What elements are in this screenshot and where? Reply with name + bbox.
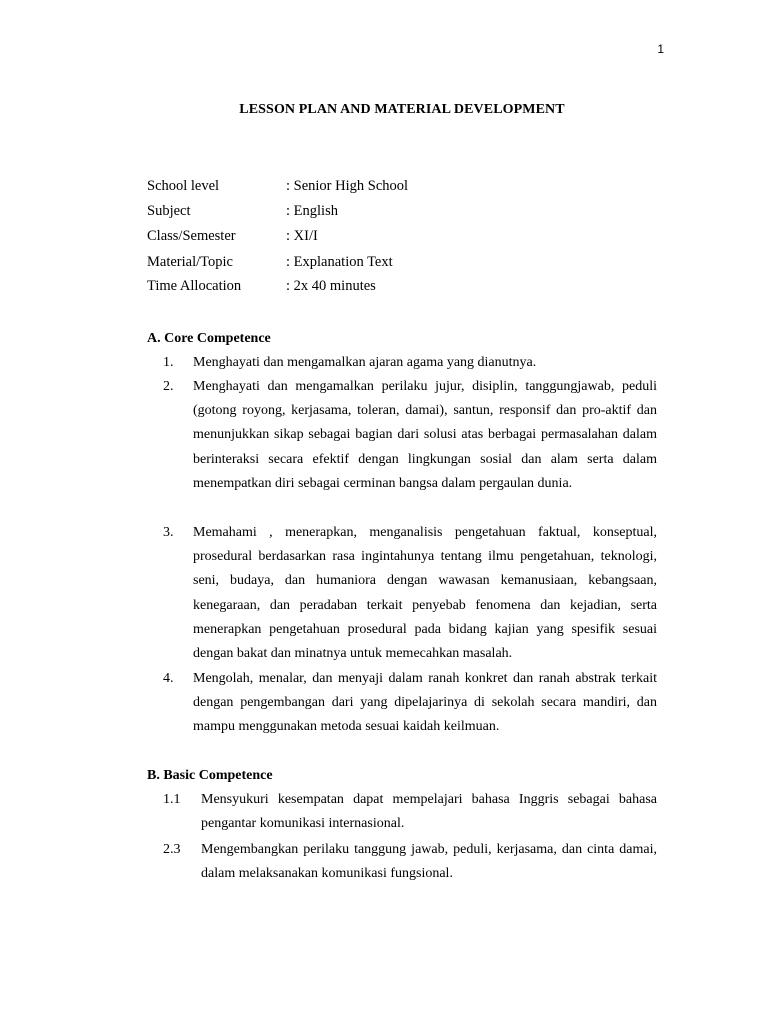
info-value: : English (286, 203, 338, 219)
item-number: 3. (163, 525, 174, 540)
basic-competence-heading: B. Basic Competence (147, 768, 273, 783)
item-text: Memahami , menerapkan, menganalisis pengetahuan faktual, konseptual, prosedural berdasarkan rasa ingintahunya tentang ilmu pengetahuan, teknologi, seni, budaya, dan humaniora dengan wawasan kemanusiaan, kebangsaan, kenegaraan, dan peradaban terkait penyebab fenomena dan kejadian, serta menerapkan pengetahuan prosedural pada bidang kajian yang spesifik sesuai dengan bakat dan minatnya untuk memecahkan masalah. (193, 525, 657, 662)
info-label: Time Allocation (147, 278, 242, 294)
page-number: 1 (657, 42, 664, 56)
item-number: 1. (163, 355, 174, 370)
info-value: : Senior High School (286, 178, 409, 194)
item-text: Menghayati dan mengamalkan perilaku jujur, disiplin, tanggungjawab, peduli (gotong royong, kerjasama, toleran, damai), santun, responsif dan pro-aktif dan menunjukkan sikap sebagai bagian dari solusi atas berbagai permasalahan dalam berinteraksi secara efektif dengan lingkungan sosial dan alam serta dalam menempatkan diri sebagai cerminan bangsa dalam pergaulan dunia. (193, 379, 657, 491)
item-number: 2.3 (163, 842, 181, 857)
item-text: Mengolah, menalar, dan menyaji dalam ranah konkret dan ranah abstrak terkait dengan pengembangan dari yang dipelajarinya di sekolah secara mandiri, dan mampu menggunakan metoda sesuai kaidah keilmuan. (193, 671, 657, 735)
item-text: Mengembangkan perilaku tanggung jawab, peduli, kerjasama, dan cinta damai, dalam melaksanakan komunikasi fungsional. (201, 842, 657, 882)
item-text: Menghayati dan mengamalkan ajaran agama yang dianutnya. (193, 355, 537, 370)
item-number: 2. (163, 379, 174, 394)
document-title: LESSON PLAN AND MATERIAL DEVELOPMENT (239, 102, 565, 117)
core-competence-heading: A. Core Competence (147, 331, 271, 346)
info-label: School level (147, 178, 220, 194)
info-value: : XI/I (286, 228, 318, 244)
info-label: Subject (147, 203, 191, 219)
item-text: Mensyukuri kesempatan dapat mempelajari bahasa Inggris sebagai bahasa pengantar komunikasi internasional. (201, 792, 657, 832)
info-value: : 2x 40 minutes (286, 278, 376, 294)
info-label: Class/Semester (147, 228, 236, 244)
item-number: 1.1 (163, 792, 181, 807)
info-value: : Explanation Text (286, 254, 393, 270)
item-number: 4. (163, 671, 174, 686)
info-label: Material/Topic (147, 254, 233, 270)
